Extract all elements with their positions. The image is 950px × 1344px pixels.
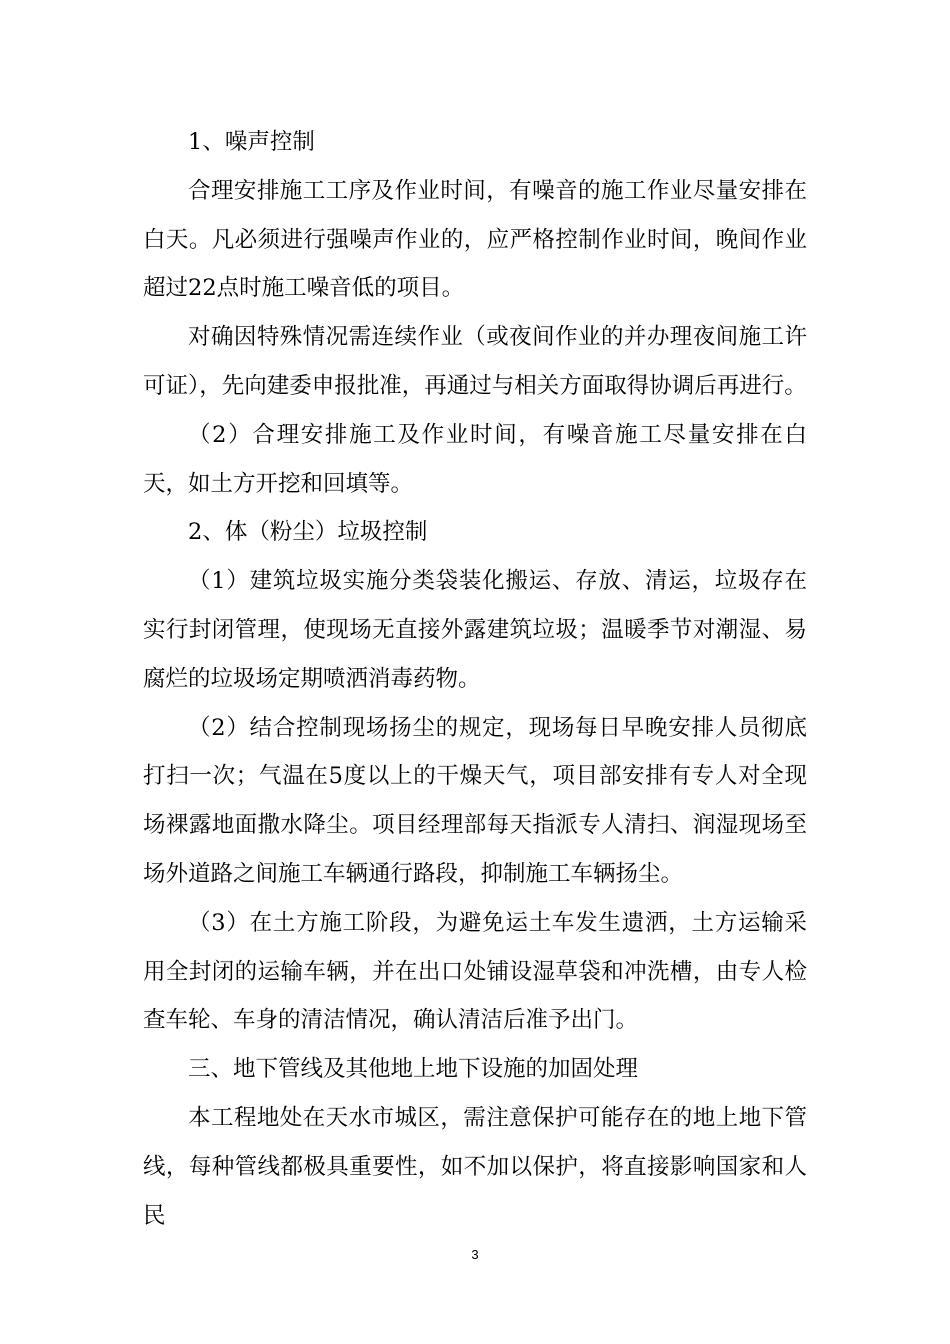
- paragraph-earthwork-transport: （3）在土方施工阶段，为避免运土车发生遗洒，土方运输采用全封闭的运输车辆，并在出口处铺设湿草袋和冲洗槽，由专人检查车轮、车身的清洁情况，确认清洁后准予出门。: [143, 909, 807, 1034]
- heading-dust-waste-control: 2、体（粉尘）垃圾控制: [188, 519, 428, 546]
- page-number: 3: [471, 1247, 479, 1262]
- paragraph-waste-handling: （1）建筑垃圾实施分类袋装化搬运、存放、清运，垃圾存在实行封闭管理，使现场无直接外露建筑垃圾；温暖季节对潮湿、易腐烂的垃圾场定期喷洒消毒药物。: [143, 568, 807, 692]
- paragraph-night-work-permit: 对确因特殊情况需连续作业（或夜间作业的并办理夜间施工许可证），先向建委申报批准，再通过与相关方面取得协调后再进行。: [143, 324, 807, 399]
- heading-underground-pipelines: 三、地下管线及其他地上地下设施的加固处理: [188, 1056, 639, 1083]
- paragraph-dust-suppression: （2）结合控制现场扬尘的规定，现场每日早晚安排人员彻底打扫一次；气温在5度以上的干燥天气，项目部安排有专人对全现场裸露地面撒水降尘。项目经理部每天指派专人清扫、润湿现场至场外道路之间施工车辆通行路段，抑制施工车辆扬尘。: [143, 714, 807, 887]
- document-body: [143, 118, 807, 1240]
- heading-noise-control: 1、噪声控制: [188, 129, 315, 155]
- paragraph-pipeline-protection: 本工程地处在天水市城区，需注意保护可能存在的地上地下管线，每种管线都极具重要性，如不加以保护，将直接影响国家和人民: [143, 1104, 807, 1229]
- paragraph-work-schedule: 合理安排施工工序及作业时间，有噪音的施工作业尽量安排在白天。凡必须进行强噪声作业的，应严格控制作业时间，晚间作业超过22点时施工噪音低的项目。: [143, 177, 807, 302]
- paragraph-daytime-noise-work: （2）合理安排施工及作业时间，有噪音施工尽量安排在白天，如土方开挖和回填等。: [143, 421, 807, 497]
